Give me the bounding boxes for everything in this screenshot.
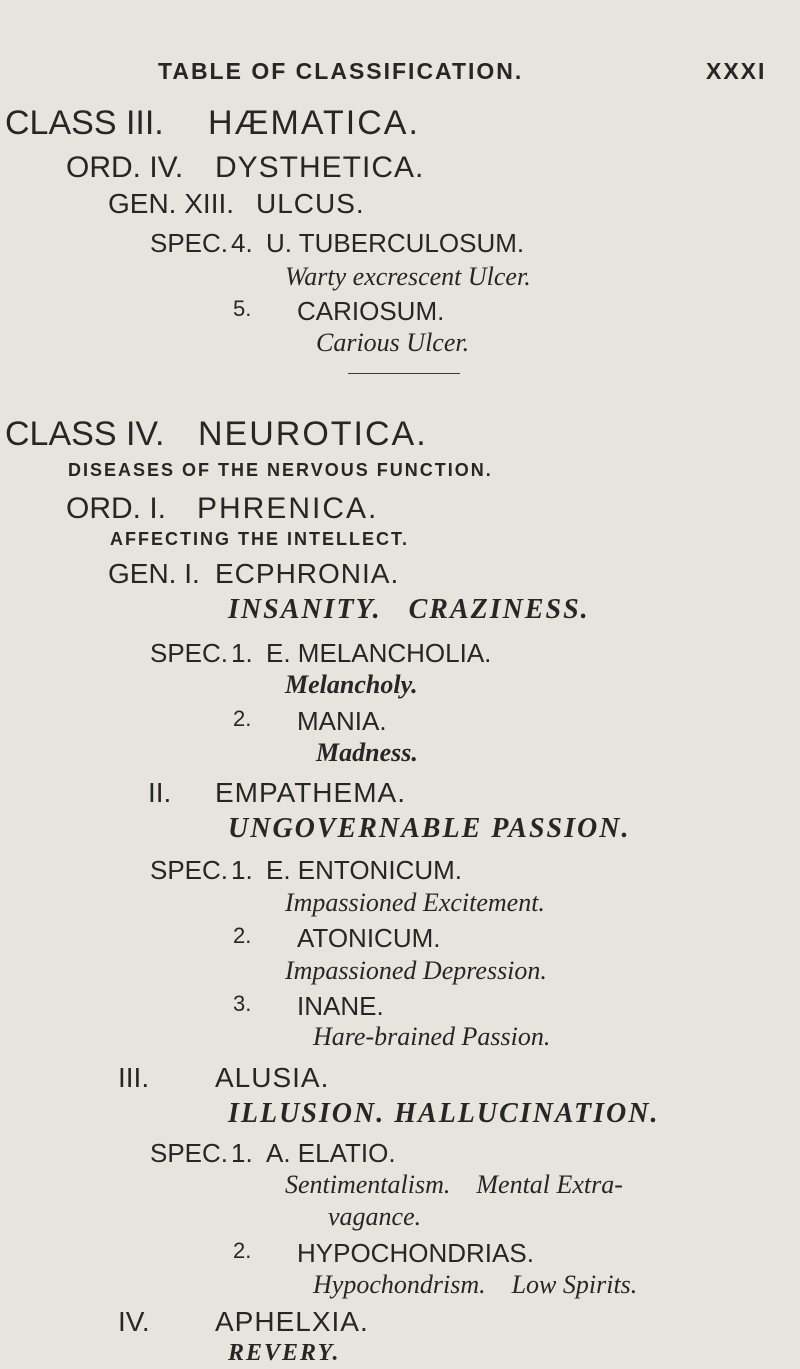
- class-heading: CLASS III.: [5, 104, 164, 142]
- species-name: A. ELATIO.: [266, 1138, 396, 1168]
- species-number: 1.: [231, 1138, 253, 1168]
- species-name: E. MELANCHOLIA.: [266, 638, 492, 668]
- genus-gloss: ILLUSION. HALLUCINATION.: [228, 1098, 660, 1129]
- species-number: 4.: [231, 228, 253, 258]
- species-name: HYPOCHONDRIAS.: [297, 1238, 534, 1268]
- spec-label: SPEC.: [150, 855, 229, 885]
- spec-label: SPEC.: [150, 1138, 229, 1168]
- class-subtitle: DISEASES OF THE NERVOUS FUNCTION.: [68, 460, 493, 480]
- class-heading: CLASS IV.: [5, 415, 165, 453]
- species-number: 2.: [233, 1238, 252, 1263]
- genus-name: ALUSIA.: [215, 1062, 330, 1093]
- section-divider: [348, 373, 460, 374]
- genus-label: GEN. I.: [108, 558, 200, 589]
- spec-label: SPEC.: [150, 638, 229, 668]
- species-number: 3.: [233, 991, 252, 1016]
- species-name: U. TUBERCULOSUM.: [266, 228, 525, 258]
- species-name: E. ENTONICUM.: [266, 855, 462, 885]
- species-gloss: Hare-brained Passion.: [313, 1022, 551, 1051]
- species-number: 1.: [231, 638, 253, 668]
- order-name: DYSTHETICA.: [215, 151, 425, 184]
- species-name: ATONICUM.: [297, 923, 441, 953]
- species-gloss: Madness.: [316, 738, 418, 767]
- species-number: 2.: [233, 706, 252, 731]
- genus-name: EMPATHEMA.: [215, 777, 406, 808]
- species-number: 1.: [231, 855, 253, 885]
- species-number: 2.: [233, 923, 252, 948]
- genus-gloss: UNGOVERNABLE PASSION.: [228, 813, 631, 844]
- species-gloss: Hypochondrism. Low Spirits.: [313, 1270, 638, 1299]
- species-gloss: Carious Ulcer.: [316, 328, 470, 357]
- species-name: MANIA.: [297, 706, 387, 736]
- species-gloss-continued: vagance.: [328, 1202, 422, 1231]
- page-number: XXXI: [706, 58, 767, 84]
- genus-label: III.: [118, 1062, 150, 1093]
- genus-label: IV.: [118, 1306, 150, 1337]
- class-name: NEUROTICA.: [198, 415, 428, 453]
- running-header: TABLE OF CLASSIFICATION.: [158, 58, 524, 84]
- species-number: 5.: [233, 296, 252, 321]
- species-name: INANE.: [297, 991, 384, 1021]
- genus-name: APHELXIA.: [215, 1306, 369, 1337]
- species-gloss: Impassioned Depression.: [285, 956, 547, 985]
- genus-name: ECPHRONIA.: [215, 558, 400, 589]
- species-gloss: Warty excrescent Ulcer.: [285, 262, 531, 291]
- order-subtitle: AFFECTING THE INTELLECT.: [110, 529, 409, 549]
- order-label: ORD. IV.: [66, 151, 184, 184]
- genus-label: II.: [148, 777, 172, 808]
- species-gloss: Sentimentalism. Mental Extra-: [285, 1170, 623, 1199]
- order-name: PHRENICA.: [197, 492, 379, 525]
- spec-label: SPEC.: [150, 228, 229, 258]
- genus-gloss: INSANITY. CRAZINESS.: [228, 594, 590, 625]
- order-label: ORD. I.: [66, 492, 167, 525]
- class-name: HÆMATICA.: [208, 104, 420, 142]
- genus-label: GEN. XIII.: [108, 188, 235, 219]
- species-gloss: Melancholy.: [285, 670, 418, 699]
- genus-name: ULCUS.: [256, 188, 365, 219]
- genus-gloss: REVERY.: [228, 1340, 341, 1366]
- species-name: CARIOSUM.: [297, 296, 445, 326]
- species-gloss: Impassioned Excitement.: [285, 888, 545, 917]
